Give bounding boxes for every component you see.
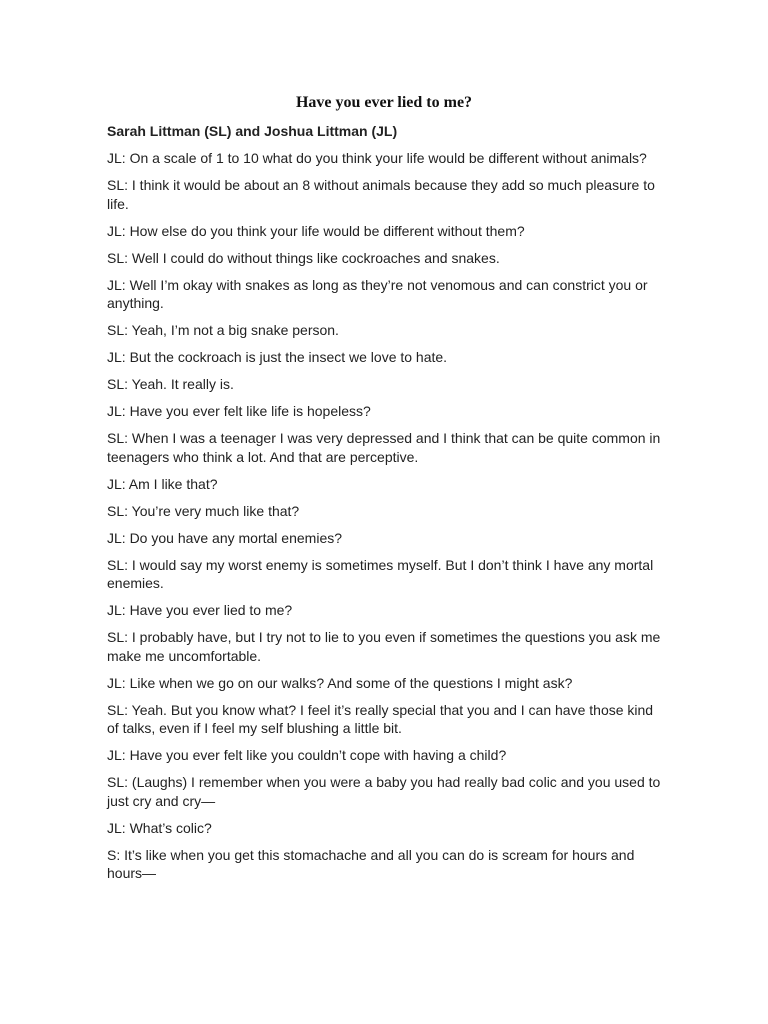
transcript-line: SL: I think it would be about an 8 without animals because they add so much pleasure to life.	[107, 177, 655, 212]
transcript-line: JL: Have you ever felt like life is hopeless?	[107, 403, 371, 419]
transcript-line: SL: (Laughs) I remember when you were a baby you had really bad colic and you used to just cry and cry—	[107, 774, 661, 809]
transcript-line: JL: But the cockroach is just the insect we love to hate.	[107, 349, 448, 365]
transcript-line: SL: I probably have, but I try not to lie to you even if sometimes the questions you ask me make me uncomfortable.	[107, 629, 661, 664]
transcript-line: SL: Yeah. It really is.	[107, 376, 234, 392]
transcript-line: JL: How else do you think your life would be different without them?	[107, 222, 525, 239]
transcript-line: S: It’s like when you get this stomachache and all you can do is scream for hours and hours—	[107, 846, 635, 881]
transcript-line: SL: You’re very much like that?	[107, 502, 300, 519]
document-title: Have you ever lied to me?	[295, 94, 473, 111]
transcript-line: SL: When I was a teenager I was very depressed and I think that can be quite common in teenagers who think a lot. And that are perceptive.	[107, 430, 661, 465]
transcript-line: SL: I would say my worst enemy is sometimes myself. But I don’t think I have any mortal enemies.	[107, 556, 654, 591]
transcript-line: JL: On a scale of 1 to 10 what do you think your life would be different without animals?	[107, 150, 647, 166]
transcript-line: JL: Am I like that?	[107, 475, 218, 492]
transcript-line: JL: What’s colic?	[107, 819, 212, 836]
transcript-line: JL: Do you have any mortal enemies?	[107, 529, 343, 546]
transcript-line: SL: Well I could do without things like cockroaches and snakes.	[107, 249, 500, 266]
document-subtitle: Sarah Littman (SL) and Joshua Littman (JL)	[107, 123, 398, 139]
transcript-line: JL: Well I’m okay with snakes as long as they’re not venomous and can constrict you or anything.	[107, 276, 648, 311]
transcript-line: JL: Have you ever felt like you couldn’t cope with having a child?	[107, 747, 507, 763]
transcript-line: SL: Yeah, I’m not a big snake person.	[107, 322, 339, 338]
transcript-line: SL: Yeah. But you know what? I feel it’s really special that you and I can have those kind of talks, even if I feel my self blushing a little bit.	[107, 701, 654, 736]
transcript-body	[107, 149, 667, 891]
transcript-line: JL: Have you ever lied to me?	[107, 602, 293, 618]
transcript-line: JL: Like when we go on our walks? And some of the questions I might ask?	[107, 674, 573, 691]
